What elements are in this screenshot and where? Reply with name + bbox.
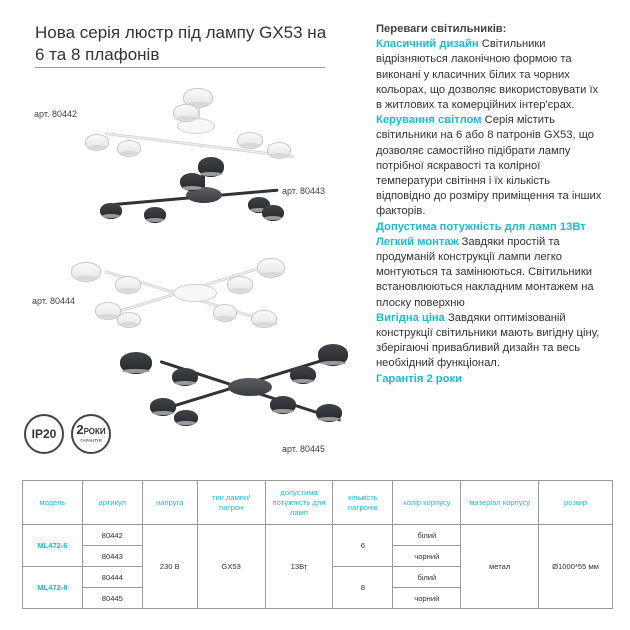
- table-header: артикул: [82, 481, 142, 525]
- lamp-shade: [100, 203, 122, 219]
- chandelier-image-80442: [85, 82, 295, 162]
- warranty-sub: ГАРАНТІЯ: [80, 438, 102, 443]
- lamp-shade: [257, 258, 285, 278]
- color-cell: чорний: [393, 588, 461, 609]
- table-header: допустима потужність для ламп: [265, 481, 333, 525]
- lamp-shade: [290, 366, 316, 384]
- article-label-80445: арт. 80445: [282, 444, 325, 454]
- model-cell: ML472-6: [23, 525, 83, 567]
- warranty-badge-icon: [71, 414, 111, 454]
- warranty-number: 2: [76, 422, 84, 437]
- benefit-item: [376, 37, 606, 113]
- lamp-shade: [251, 310, 277, 328]
- benefit-text: Завдяки оптимізованій конструкції світильники мають вигідну ціну, зберігаючі привабливий дизайн та весь необхідний функціонал.: [376, 311, 600, 370]
- warranty-word: РОКИ: [83, 427, 106, 436]
- table-header: модель: [23, 481, 83, 525]
- article-cell: 80445: [82, 588, 142, 609]
- lamp-shade: [227, 276, 253, 294]
- page-title: Нова серія люстр під лампу GX53 на 6 та 8 плафонів: [35, 23, 327, 64]
- lamp-hub: [173, 284, 217, 302]
- benefit-item: [376, 220, 606, 235]
- benefit-text: Світильники відрізняються лаконічною формою та виконані у класичних білих та чорних кольорах, що дозволяє використовувати їх в житлових та комерційних інтер'єрах.: [376, 38, 599, 112]
- color-cell: білий: [393, 525, 461, 546]
- chandelier-image-80443: [100, 155, 285, 235]
- benefit-item: [376, 311, 606, 372]
- table-header: розмір: [539, 481, 613, 525]
- table-header: напруга: [142, 481, 197, 525]
- lamp-shade: [144, 207, 166, 223]
- article-cell: 80443: [82, 546, 142, 567]
- table-row: [23, 525, 613, 546]
- benefits-heading: Переваги світильників:: [376, 23, 507, 35]
- voltage-cell: 230 В: [142, 525, 197, 609]
- table-header: кількість патронів: [333, 481, 393, 525]
- color-cell: чорний: [393, 546, 461, 567]
- model-cell: ML472-8: [23, 567, 83, 609]
- table-header: матеріал корпусу: [461, 481, 539, 525]
- benefit-label: Керування світлом: [376, 114, 482, 127]
- power-cell: 13Вт: [265, 525, 333, 609]
- material-cell: метал: [461, 525, 539, 609]
- lamp-shade: [117, 312, 141, 328]
- title-divider: [35, 67, 325, 68]
- ip20-text: IP20: [31, 427, 57, 441]
- lamp-shade: [198, 157, 224, 177]
- lamp-hub: [228, 378, 272, 396]
- article-cell: 80444: [82, 567, 142, 588]
- lamp-shade: [270, 396, 296, 414]
- benefits-section: [376, 22, 606, 387]
- benefit-item: [376, 235, 606, 311]
- table-header: тип лампи/ патрон: [197, 481, 265, 525]
- sockets-cell: 8: [333, 567, 393, 609]
- lamp-shade: [120, 352, 152, 374]
- lamp-shade: [71, 262, 101, 282]
- benefit-text: Завдяки простій та продуманій конструкції лампи легко монтуються та замінюються. Світильники встановлюються накладним монтажем на плоску поверхню: [376, 235, 594, 309]
- lamp-shade: [237, 132, 263, 149]
- table-header-row: [23, 481, 613, 525]
- lamp-shade: [316, 404, 342, 422]
- benefit-item: [376, 372, 606, 387]
- benefit-label: Гарантія 2 роки: [376, 372, 462, 385]
- article-label-80444: арт. 80444: [32, 296, 75, 306]
- lamp-shade: [180, 173, 204, 191]
- lamp-shade: [213, 304, 237, 322]
- specs-table: [22, 480, 613, 609]
- article-cell: 80442: [82, 525, 142, 546]
- lamp-shade: [150, 398, 176, 416]
- color-cell: білий: [393, 567, 461, 588]
- lamp-shade: [173, 104, 199, 122]
- benefit-item: [376, 113, 606, 219]
- benefit-text: Серія містить світильники на 6 або 8 патронів GX53, що дозволяє самостійно підібрати лампу потрібної яскравості та колірної температури світіння і їх кількість відповідно до розміру приміщення та інших факторів.: [376, 114, 602, 218]
- benefit-label: Легкий монтаж: [376, 235, 459, 248]
- size-cell: Ø1000*55 мм: [539, 525, 613, 609]
- chandelier-image-80444: [95, 250, 285, 335]
- lamp-shade: [172, 368, 198, 386]
- article-label-80442: арт. 80442: [34, 109, 77, 119]
- benefit-label: Допустима потужність для ламп 13Вт: [376, 220, 586, 233]
- ip20-badge-icon: [24, 414, 64, 454]
- benefit-label: Класичний дизайн: [376, 38, 479, 51]
- lamp-type-cell: GX53: [197, 525, 265, 609]
- lamp-shade: [85, 134, 109, 151]
- lamp-shade: [262, 205, 284, 221]
- lamp-shade: [318, 344, 348, 366]
- benefit-label: Вигідна ціна: [376, 311, 445, 324]
- lamp-shade: [174, 410, 198, 426]
- chandelier-image-80445: [150, 340, 350, 430]
- lamp-shade: [115, 276, 141, 294]
- sockets-cell: 6: [333, 525, 393, 567]
- article-label-80443: арт. 80443: [282, 186, 325, 196]
- table-header: колір корпусу: [393, 481, 461, 525]
